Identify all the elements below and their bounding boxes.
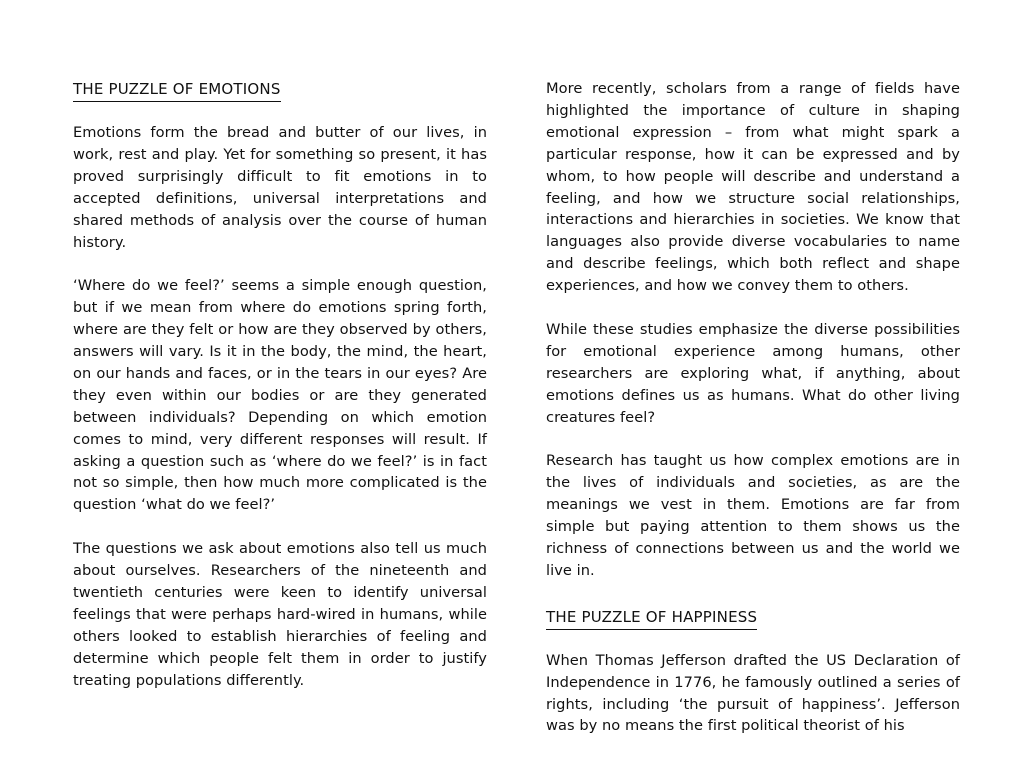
paragraph: Research has taught us how complex emotions are in the lives of individuals and societies, as are the meanings we vest in them. Emotions are far from simple but paying attention to them shows us the richness of connections between us and the world we live in.	[546, 452, 960, 579]
left-column	[73, 78, 487, 713]
paragraph: More recently, scholars from a range of fields have highlighted the importance of culture in shaping emotional expression – from what might spark a particular response, how it can be expressed and by whom, to how people will describe and understand a feeling, and how we structure social relationships, interactions and hierarchies in societies. We know that languages also provide diverse vocabularies to name and describe feelings, which both reflect and shape experiences, and how we convey them to others.	[546, 80, 960, 295]
right-column	[546, 78, 960, 759]
paragraph: While these studies emphasize the diverse possibilities for emotional experience among humans, other researchers are exploring what, if anything, about emotions defines us as humans. What do other living creatures feel?	[546, 320, 960, 426]
section-heading-emotions: THE PUZZLE OF EMOTIONS	[73, 78, 281, 102]
paragraph: ‘Where do we feel?’ seems a simple enough question, but if we mean from where do emotions spring forth, where are they felt or how are they observed by others, answers will vary. Is it in the body, the mind, the heart, on our hands and faces, or in the tears in our eyes? Are they even within our bodies or are they generated between individuals? Depending on which emotion comes to mind, very different responses will result. If asking a question such as ‘where do we feel?’ is in fact not so simple, then how much more complicated is the question ‘what do we feel?’	[73, 277, 487, 514]
section-heading-happiness: THE PUZZLE OF HAPPINESS	[546, 606, 757, 630]
paragraph: The questions we ask about emotions also tell us much about ourselves. Researchers of the nineteenth and twentieth centuries were keen to identify universal feelings that were perhaps hard-wired in humans, while others looked to establish hierarchies of feeling and determine which people felt them in order to justify treating populations differently.	[73, 540, 487, 689]
paragraph: Emotions form the bread and butter of our lives, in work, rest and play. Yet for something so present, it has proved surprisingly difficult to fit emotions in to accepted definitions, universal interpretations and shared methods of analysis over the course of human history.	[73, 124, 487, 251]
paragraph: When Thomas Jefferson drafted the US Declaration of Independence in 1776, he famously outlined a series of rights, including ‘the pursuit of happiness’. Jefferson was by no means the first political theorist of his	[546, 651, 960, 735]
